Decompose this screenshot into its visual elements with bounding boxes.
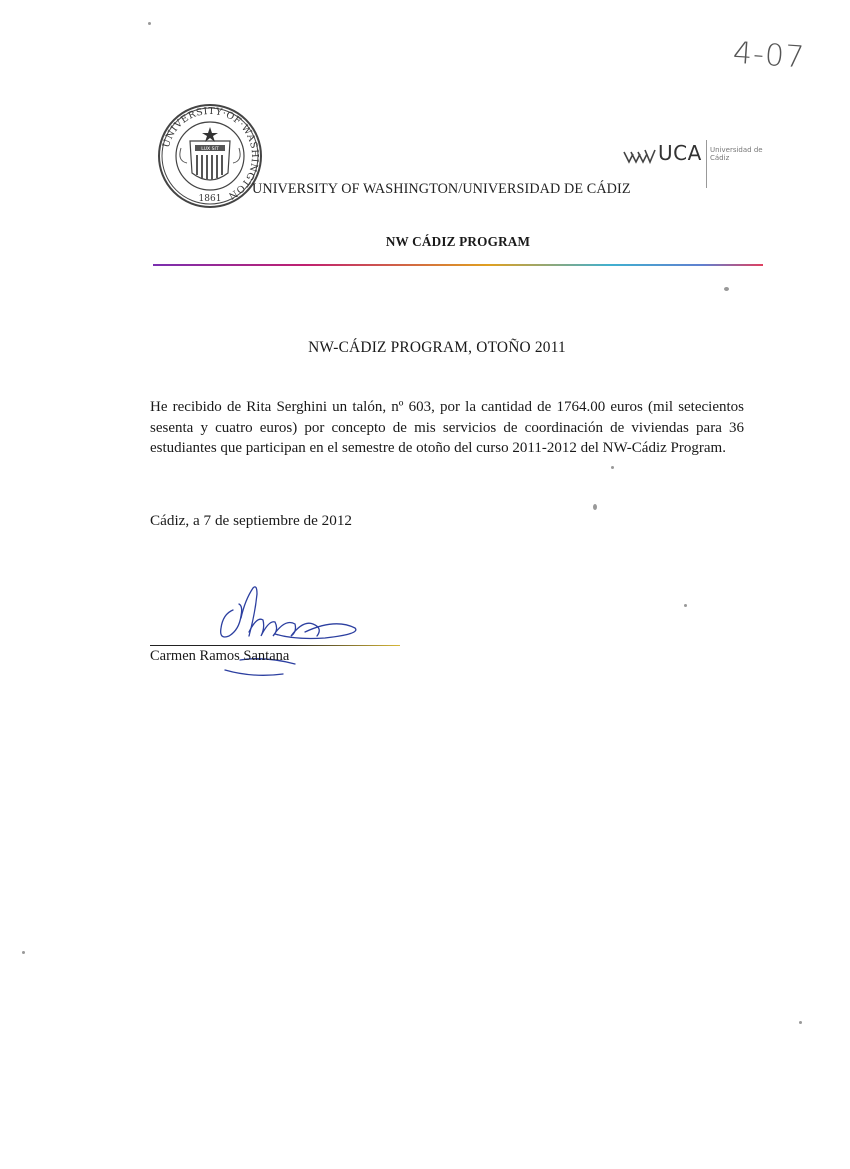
- uca-emblem-icon: [622, 146, 656, 166]
- scan-speck: [799, 1021, 802, 1024]
- scan-speck: [593, 504, 597, 510]
- uca-logo: [622, 140, 762, 186]
- uca-logo-subtext: Universidad de Cádiz: [710, 146, 763, 162]
- scan-speck: [611, 466, 614, 469]
- scan-speck: [684, 604, 687, 607]
- uca-logo-divider: [706, 140, 707, 188]
- seal-year: 1861: [198, 194, 222, 204]
- scan-speck: [22, 951, 25, 954]
- program-label: NW CÁDIZ PROGRAM: [385, 234, 531, 249]
- seal-motto: LUX SIT: [201, 147, 219, 152]
- university-seal-logo: [157, 103, 263, 209]
- scan-speck: [148, 22, 151, 25]
- header-color-rule: [153, 264, 763, 266]
- handwritten-signature: [205, 580, 375, 680]
- seal-ring-text: UNIVERSITY·OF·WASHINGTON: [160, 105, 261, 202]
- signature-line: [150, 645, 400, 646]
- date-line: Cádiz, a 7 de septiembre de 2012: [150, 512, 353, 529]
- receipt-body-text: He recibido de Rita Serghini un talón, nº 603, por la cantidad de 1764.00 euros (mil setecientos sesenta y cuatro euros) por concepto de mis servicios de coordinación de viviendas para 36 estudiantes que participan en el semestre de otoño del curso 2011-2012 del NW-Cádiz Program.: [150, 399, 744, 456]
- scan-speck: [724, 287, 729, 291]
- header-institutions-title: UNIVERSITY OF WASHINGTON/UNIVERSIDAD DE CÁDIZ: [252, 181, 631, 197]
- uca-logo-text: UCA: [658, 141, 702, 165]
- handwritten-page-note: 4-07: [731, 35, 807, 76]
- signer-name: Carmen Ramos Santana: [150, 648, 290, 664]
- document-title: NW-CÁDIZ PROGRAM, OTOÑO 2011: [308, 339, 566, 356]
